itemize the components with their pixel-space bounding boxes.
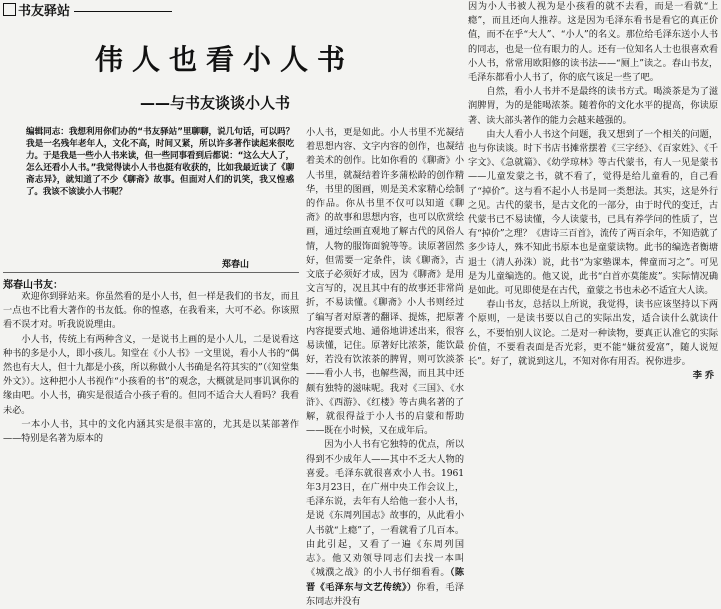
divider <box>3 272 299 273</box>
source-reference: （陈晋《毛泽东与文艺传统》） <box>306 567 465 593</box>
author-signature: 李 乔 <box>692 370 714 382</box>
subheadline: ——与书友谈谈小人书 <box>140 94 291 112</box>
editor-letter-lead: 编辑同志： <box>26 127 69 137</box>
column-tag <box>3 3 172 20</box>
paragraph-tail: 你看，毛泽东同志并没有 <box>306 581 465 607</box>
salutation: 郑春山书友： <box>3 280 63 291</box>
paragraph: 小人书，传统上有两种含义，一是说书上画的是小人儿，二是说看这种书的多是小人，即小孩儿。知堂在《小人书》一文里说，看小人书的“偶然也有大人，但十九都是小孩，所以称做小人书确是名符其实的”（《知堂集外文》）。这种把小人书视作“小孩看的书”的观念，大概就是同事讥讽你的缘由吧。小人书，确实是很适合小孩子看的。但同不适合大人看吗？我看未必。 <box>3 333 299 416</box>
paragraph: 小人书，更是如此。小人书里不光凝结着思想内容、文字内容的创作，也凝结着美术的创作。比如你看的《聊斋》小人书里，就凝结着许多蒲松龄的创作精华，书里的图画，则是美术家精心绘制的作品。你从书里不仅可以知道《聊斋》的故事和思想内容，也可以欣赏绘画，通过绘画直观地了解古代的风俗人情，人物的服饰面貌等等。读原著固然好，但需要一定条件，读《聊斋》，古文底子必须好才成，因为《聊斋》是用文言写的，况且其中有的故事还非常尚折，不易读懂。《聊斋》小人书则经过了编写者对原著的翻译、提炼，把原著内容提要式地、通俗地讲述出来，很容易读懂，记住。原著好比浓茶，能饮最好，若没有饮浓茶的脾胃，则可饮淡茶——看小人书，也解些渴，而且其中还颇有独特的滋味呢。我对《三国》、《水浒》、《西游》、《红楼》等古典名著的了解，就很得益于小人书的启蒙和帮助——既在小时候，又在成年后。 <box>306 127 464 437</box>
paragraph-text: 春山书友，总括以上所说，我觉得，读书应该坚持以下两个原则，一是读书要以自己的实际出发，适合读什么就读什么，不要怕别人议论。二是对一种读物，要真正认准它的实际价值，不要看表面是否光彩，更不能“嫌贫爱富”，随人说短长”。好了，就说到这儿，不知对你有用否。祝你进步。 <box>468 299 718 368</box>
paragraph <box>468 298 718 382</box>
column-tag-label: 书友驿站 <box>18 4 71 19</box>
square-box-icon <box>3 3 16 16</box>
editor-letter-signature: 郑春山 <box>222 260 250 270</box>
article-column-1 <box>3 290 299 451</box>
paragraph: 欢迎你到驿站来。你虽然看的是小人书，但一样是我们的书友，而且一点也不比看大著作的书友低。你的惶惑，在我看来，大可不必。你该照看不误才对。听我说说理由。 <box>3 291 299 331</box>
editor-letter <box>26 126 294 198</box>
paragraph: 一本小人书，其中的文化内涵其实是很丰富的，尤其是以某部著作——特别是名著为原本的 <box>3 418 299 445</box>
column-tag-rule <box>74 11 172 12</box>
editor-letter-text: 我想利用你们办的“书友驿站”里聊聊，说几句话，可以吗？我是一名残年老年人，文化不高，时间又紧，所以许多著作读起来很吃力。于是我是一些小人书来读，但一些同事看到后都说：“这么大人了，怎么还看小人书。”我觉得读小人书也挺有收获的，比如我最近读了《聊斋志异》，就知道了不少《聊斋》故事。但面对人们的讥笑，我又惶惑了。我该不该读小人书呢？ <box>26 127 294 197</box>
paragraph-text: 因为小人书有它独特的优点，所以得到不少成年人——其中不乏大人物的喜爱。毛泽东就很喜欢小人书。1961年3月23日，在广州中央工作会议上，毛泽东说，去年有人给他一套小人书，是说《东周列国志》故事的，从此看小人书就“上瘾”了，一看就看了几百本。由此引起，又看了一遍《东周列国志》。他又劝领导同志们去找一本叫《城濮之战》的小人书仔细看看。 <box>306 439 464 579</box>
article-column-2 <box>306 126 465 607</box>
paragraph <box>306 438 464 608</box>
paragraph: 由大人看小人书这个问题，我又想到了一个相关的问题，也与你读谈。时下书店书摊常摆着《三字经》、《百家姓》、《千字文》、《急就篇》、《幼学琼林》等古代蒙书，有人一见是蒙书——儿童发蒙之书，就不看了，觉得是给儿童看的，自己看了“掉价”。这与看不起小人书是同一类想法。其实，这是外行之见。古代的蒙书，是古文化的一部分，由于时代的变迁，古代蒙书已不易读懂，今人读蒙书，已具有养学问的性质了，岂有“掉价”之理？《唐诗三百首》，流传了两百余年，不知造就了多少诗人，殊不知此书原本也是童蒙读物。此书的编选者衡塘退士（清人孙洙）说，此书“为家塾课本，俾童而习之”。可见是为儿童编选的。他又说，此书“白首亦莫能废”。实际情况确是如此。可见即使是在古代，童蒙之书也未必不适宜大人读。 <box>468 128 718 297</box>
paragraph: 因为小人书被人视为是小孩看的就不去看，而是一看就“上瘾”，而且还向人推荐。这是因为毛泽东看书是看它的真正价值，而不在乎“大人”、“小人”的名义。那位给毛泽东送小人书的同志，也是一位有眼力的人。还有一位知名人士也很喜欢看小人书，常常用欧阳修的读书法——“厕上”读之。春山书友，毛泽东都看小人书了，你的底气该足一些了吧。 <box>468 1 718 84</box>
article-column-3 <box>468 0 718 451</box>
headline: 伟人也看小人书 <box>95 43 355 76</box>
paragraph: 自然，看小人书并不是最终的读书方式。喝淡茶是为了滋润脾胃，为的是能喝浓茶。随着你的文化水平的提高，你读原著、读大部头著作的能力会越来越强的。 <box>468 86 718 126</box>
